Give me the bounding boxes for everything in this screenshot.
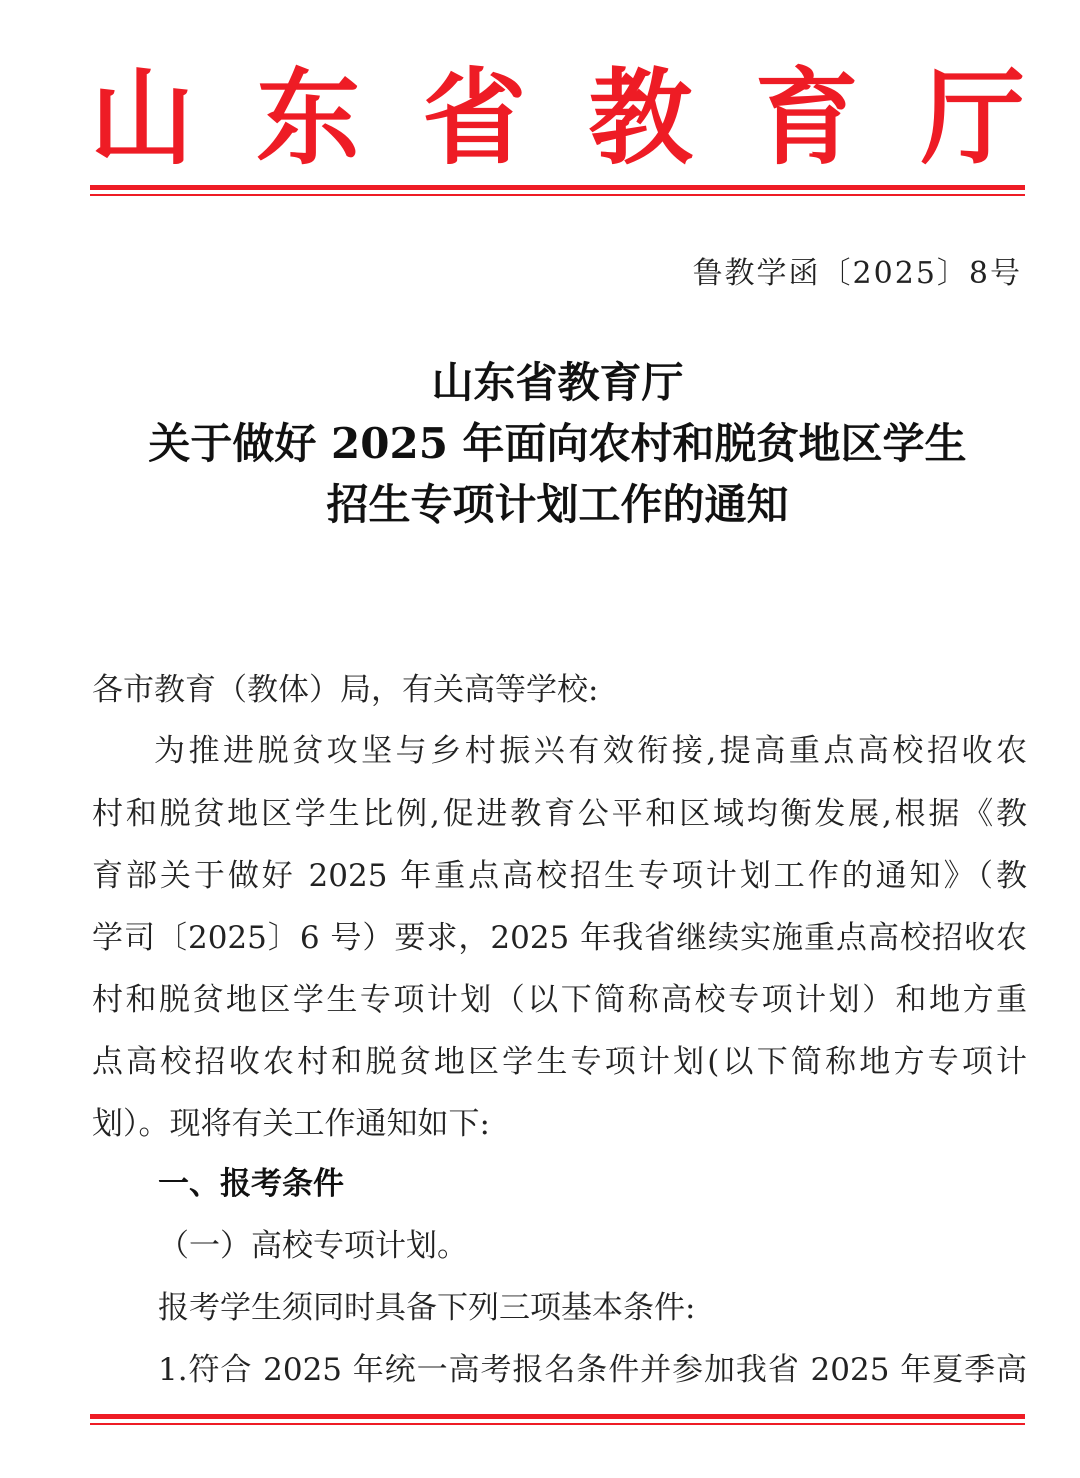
masthead-char: 厅 <box>920 56 1025 179</box>
paragraph-line: 为推进脱贫攻坚与乡村振兴有效衔接,提高重点高校招收农 <box>154 733 1027 769</box>
header-divider-thick <box>90 185 1025 190</box>
title-line-3: 招生专项计划工作的通知 <box>326 480 789 529</box>
salutation: 各市教育（教体）局，有关高等学校: <box>92 672 599 708</box>
footer-divider-thin <box>90 1423 1025 1425</box>
masthead-char: 东 <box>256 56 361 179</box>
masthead-char: 育 <box>754 56 859 179</box>
title-line-1: 山东省教育厅 <box>431 358 684 407</box>
paragraph-line: 村和脱贫地区学生比例,促进教育公平和区域均衡发展,根据《教 <box>92 796 1027 832</box>
subsection-heading: （一）高校专项计划。 <box>158 1228 468 1264</box>
paragraph-line: 学司〔2025〕6 号）要求，2025 年我省继续实施重点高校招收农 <box>92 920 1027 956</box>
footer-divider-thick <box>90 1414 1025 1419</box>
paragraph-line: 划）。现将有关工作通知如下: <box>92 1106 490 1142</box>
masthead-char: 教 <box>588 56 693 179</box>
header-divider-thin <box>90 194 1025 196</box>
paragraph-line: 村和脱贫地区学生专项计划（以下简称高校专项计划）和地方重 <box>92 982 1027 1018</box>
conditions-intro: 报考学生须同时具备下列三项基本条件: <box>158 1290 696 1326</box>
issuer-masthead <box>90 56 1025 179</box>
paragraph-line: 点高校招收农村和脱贫地区学生专项计划(以下简称地方专项计 <box>92 1044 1027 1080</box>
masthead-char: 省 <box>422 56 527 179</box>
condition-item-1: 1.符合 2025 年统一高考报名条件并参加我省 2025 年夏季高 <box>158 1352 1027 1388</box>
masthead-char: 山 <box>90 56 195 179</box>
document-number: 鲁教学函〔2025〕8号 <box>692 256 1022 291</box>
paragraph-line: 育部关于做好 2025 年重点高校招生专项计划工作的通知》（教 <box>92 858 1027 894</box>
section-heading: 一、报考条件 <box>158 1166 344 1202</box>
title-line-2: 关于做好 2025 年面向农村和脱贫地区学生 <box>148 419 967 468</box>
